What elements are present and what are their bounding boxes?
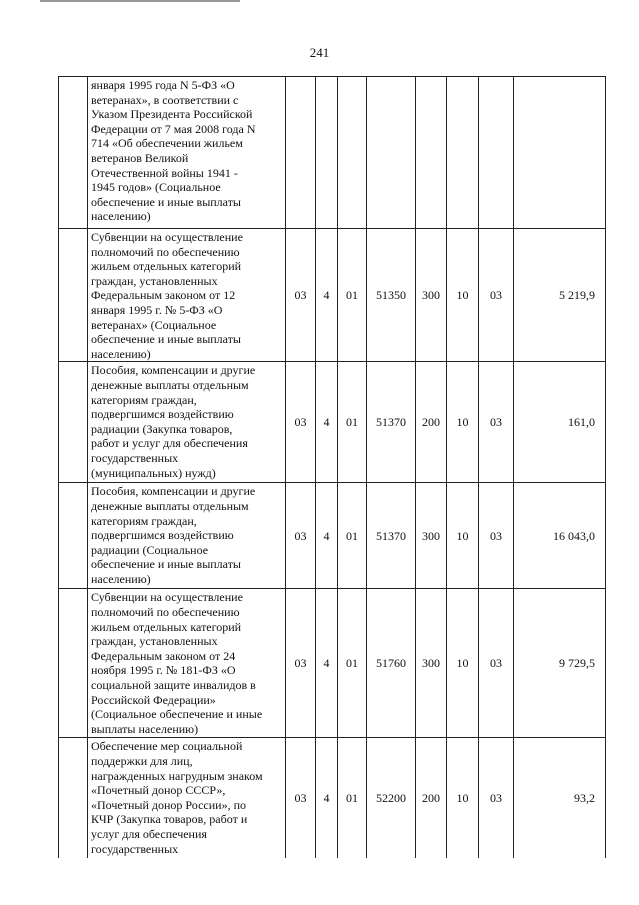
csr-part1-cell: 01 [338, 589, 367, 738]
scan-edge-mark [40, 0, 240, 2]
subsection-cell: 03 [479, 589, 514, 738]
row-description: Пособия, компенсации и другие денежные выплаты отдельным категориям граждан, подвергшимся воздействию радиации (Закупка товаров, работ и услуг для обеспечения государственных (муниципальных) нужд) [88, 362, 286, 483]
table-row [59, 483, 606, 589]
row-description: Пособия, компенсации и другие денежные выплаты отдельным категориям граждан, подвергшимся воздействию радиации (Социальное обеспечение и иные выплаты населению) [88, 483, 286, 589]
vr-cell: 300 [416, 229, 447, 362]
row-number-cell [59, 589, 88, 738]
row-number-cell [59, 229, 88, 362]
csr-part2-cell: 52200 [367, 738, 416, 858]
rz-cell: 03 [286, 483, 316, 589]
section-cell: 10 [447, 362, 479, 483]
csr-part2-cell [367, 77, 416, 229]
row-number-cell [59, 738, 88, 858]
csr-part2-cell: 51370 [367, 362, 416, 483]
subsection-cell: 03 [479, 229, 514, 362]
csr-part1-cell: 01 [338, 229, 367, 362]
budget-table [58, 76, 606, 858]
section-cell: 10 [447, 229, 479, 362]
section-cell: 10 [447, 589, 479, 738]
amount-cell: 16 043,0 [514, 483, 606, 589]
subsection-cell [479, 77, 514, 229]
prz-cell: 4 [316, 229, 338, 362]
csr-part2-cell: 51350 [367, 229, 416, 362]
csr-part2-cell: 51760 [367, 589, 416, 738]
vr-cell: 300 [416, 483, 447, 589]
rz-cell: 03 [286, 229, 316, 362]
csr-part1-cell: 01 [338, 738, 367, 858]
row-description: января 1995 года N 5-ФЗ «О ветеранах», в соответствии с Указом Президента Российской Федерации от 7 мая 2008 года N 714 «Об обеспечении жильем ветеранов Великой Отечественной войны 1941 - 1945 годов» (Социальное обеспечение и иные выплаты населению) [88, 77, 286, 229]
section-cell [447, 77, 479, 229]
rz-cell: 03 [286, 738, 316, 858]
amount-cell: 9 729,5 [514, 589, 606, 738]
table-row [59, 362, 606, 483]
subsection-cell: 03 [479, 362, 514, 483]
table-row [59, 589, 606, 738]
rz-cell: 03 [286, 589, 316, 738]
table-row [59, 738, 606, 858]
csr-part1-cell: 01 [338, 362, 367, 483]
table-row [59, 229, 606, 362]
prz-cell: 4 [316, 483, 338, 589]
csr-part2-cell: 51370 [367, 483, 416, 589]
prz-cell: 4 [316, 738, 338, 858]
csr-part1-cell: 01 [338, 483, 367, 589]
row-description: Субвенции на осуществление полномочий по обеспечению жильем отдельных категорий граждан, установленных Федеральным законом от 24 ноября 1995 г. № 181-ФЗ «О социальной защите инвалидов в Российской Федерации» (Социальное обеспечение и иные выплаты населению) [88, 589, 286, 738]
row-description: Обеспечение мер социальной поддержки для лиц, награжденных нагрудным знаком «Почетный донор СССР», «Почетный донор России», по КЧР (Закупка товаров, работ и услуг для обеспечения государственных [88, 738, 286, 858]
row-description: Субвенции на осуществление полномочий по обеспечению жильем отдельных категорий граждан, установленных Федеральным законом от 12 января 1995 г. № 5-ФЗ «О ветеранах» (Социальное обеспечение и иные выплаты населению) [88, 229, 286, 362]
page-number: 241 [309, 45, 330, 60]
rz-cell [286, 77, 316, 229]
vr-cell: 300 [416, 589, 447, 738]
amount-cell [514, 77, 606, 229]
csr-part1-cell [338, 77, 367, 229]
amount-cell: 5 219,9 [514, 229, 606, 362]
vr-cell [416, 77, 447, 229]
row-number-cell [59, 483, 88, 589]
amount-cell: 161,0 [514, 362, 606, 483]
vr-cell: 200 [416, 738, 447, 858]
rz-cell: 03 [286, 362, 316, 483]
subsection-cell: 03 [479, 738, 514, 858]
row-number-cell [59, 362, 88, 483]
prz-cell: 4 [316, 362, 338, 483]
subsection-cell: 03 [479, 483, 514, 589]
vr-cell: 200 [416, 362, 447, 483]
amount-cell: 93,2 [514, 738, 606, 858]
row-number-cell [59, 77, 88, 229]
section-cell: 10 [447, 483, 479, 589]
section-cell: 10 [447, 738, 479, 858]
prz-cell: 4 [316, 589, 338, 738]
prz-cell [316, 77, 338, 229]
table-row [59, 77, 606, 229]
